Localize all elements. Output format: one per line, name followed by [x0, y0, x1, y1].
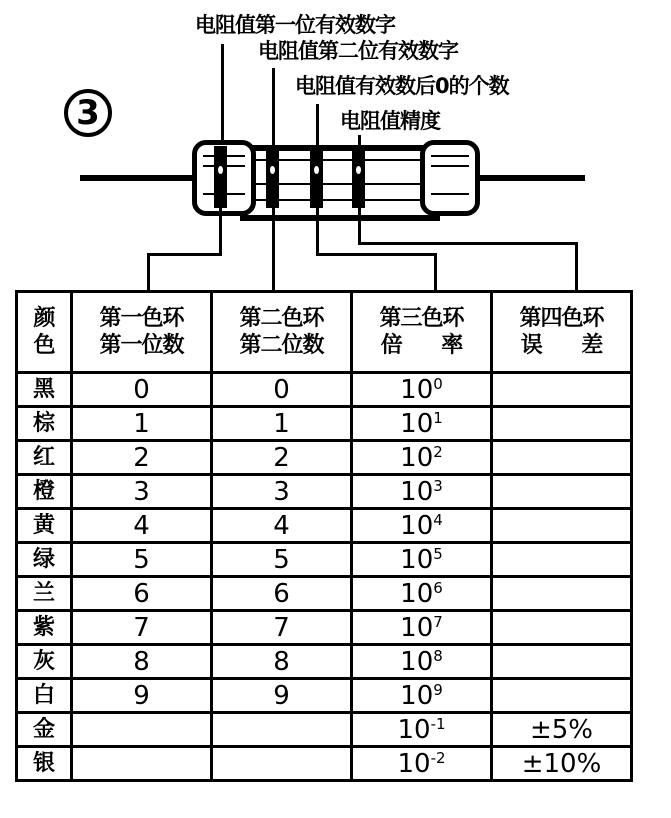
table-row — [17, 713, 632, 747]
cell-tolerance — [492, 645, 632, 679]
cell-second-digit: 0 — [212, 373, 352, 407]
cell-first-digit: 9 — [72, 679, 212, 713]
cell-second-digit: 1 — [212, 407, 352, 441]
label-band2-second-digit: 电阻值第二位有效数字 — [258, 39, 458, 63]
cell-tolerance — [492, 611, 632, 645]
cell-multiplier: $10^1$ — [352, 407, 492, 441]
color-band-4 — [352, 146, 365, 208]
leader-line-band3 — [316, 104, 319, 148]
cell-tolerance — [492, 373, 632, 407]
cell-second-digit — [212, 713, 352, 747]
cell-first-digit: 8 — [72, 645, 212, 679]
resistor-lead-right — [465, 175, 585, 181]
cell-second-digit: 3 — [212, 475, 352, 509]
cell-color: 黑 — [17, 373, 72, 407]
resistor-end-cap-right — [420, 140, 480, 216]
label-band3-multiplier: 电阻值有效数后0的个数 — [295, 74, 509, 98]
cell-first-digit: 1 — [72, 407, 212, 441]
cell-multiplier: $10^{-1}$ — [352, 713, 492, 747]
table-row — [17, 645, 632, 679]
cell-first-digit: 5 — [72, 543, 212, 577]
color-code-table — [15, 290, 633, 782]
cell-multiplier: $10^6$ — [352, 577, 492, 611]
cell-color: 金 — [17, 713, 72, 747]
figure-number: 3 — [76, 93, 100, 133]
cell-color: 棕 — [17, 407, 72, 441]
cell-color: 白 — [17, 679, 72, 713]
color-band-2 — [266, 146, 279, 208]
cell-tolerance: ±10% — [492, 747, 632, 781]
cell-multiplier: $10^4$ — [352, 509, 492, 543]
cell-multiplier: $10^0$ — [352, 373, 492, 407]
cell-color: 兰 — [17, 577, 72, 611]
table-header-row — [17, 292, 632, 373]
cell-multiplier: $10^5$ — [352, 543, 492, 577]
cell-second-digit: 4 — [212, 509, 352, 543]
color-band-3 — [310, 146, 323, 208]
table-row — [17, 679, 632, 713]
table-row — [17, 407, 632, 441]
cell-multiplier: $10^2$ — [352, 441, 492, 475]
cell-first-digit: 6 — [72, 577, 212, 611]
cell-second-digit: 6 — [212, 577, 352, 611]
figure-number-badge — [64, 89, 112, 137]
label-band4-tolerance: 电阻值精度 — [340, 109, 440, 133]
table-row — [17, 543, 632, 577]
header-band3-multiplier: 第三色环 倍 率 — [352, 292, 492, 373]
cell-tolerance — [492, 509, 632, 543]
cell-tolerance — [492, 407, 632, 441]
table-row — [17, 475, 632, 509]
cell-color: 绿 — [17, 543, 72, 577]
cell-second-digit: 8 — [212, 645, 352, 679]
cell-color: 银 — [17, 747, 72, 781]
cell-first-digit: 0 — [72, 373, 212, 407]
resistor-lead-left — [80, 175, 200, 181]
cell-multiplier: $10^9$ — [352, 679, 492, 713]
cell-first-digit: 7 — [72, 611, 212, 645]
leader-line-band1 — [221, 44, 224, 146]
leader-line-band2 — [272, 68, 275, 148]
cell-second-digit — [212, 747, 352, 781]
cell-tolerance: ±5% — [492, 713, 632, 747]
table-row — [17, 441, 632, 475]
cell-first-digit: 4 — [72, 509, 212, 543]
cell-color: 红 — [17, 441, 72, 475]
cell-multiplier: $10^7$ — [352, 611, 492, 645]
cell-first-digit: 3 — [72, 475, 212, 509]
header-band4-tolerance: 第四色环 误 差 — [492, 292, 632, 373]
table-row — [17, 373, 632, 407]
table-row — [17, 509, 632, 543]
cell-second-digit: 7 — [212, 611, 352, 645]
cell-second-digit: 2 — [212, 441, 352, 475]
cell-tolerance — [492, 577, 632, 611]
table-row — [17, 611, 632, 645]
cell-multiplier: $10^8$ — [352, 645, 492, 679]
cell-tolerance — [492, 475, 632, 509]
cell-color: 灰 — [17, 645, 72, 679]
table-row — [17, 747, 632, 781]
header-band1-first-digit: 第一色环 第一位数 — [72, 292, 212, 373]
cell-tolerance — [492, 543, 632, 577]
color-band-1 — [214, 146, 227, 208]
cell-first-digit: 2 — [72, 441, 212, 475]
header-band2-second-digit: 第二色环 第二位数 — [212, 292, 352, 373]
cell-first-digit — [72, 713, 212, 747]
label-band1-first-digit: 电阻值第一位有效数字 — [195, 13, 395, 37]
cell-first-digit — [72, 747, 212, 781]
cell-multiplier: $10^{-2}$ — [352, 747, 492, 781]
cell-color: 黄 — [17, 509, 72, 543]
cell-color: 橙 — [17, 475, 72, 509]
cell-color: 紫 — [17, 611, 72, 645]
cell-multiplier: $10^3$ — [352, 475, 492, 509]
table-row — [17, 577, 632, 611]
header-color: 颜 色 — [17, 292, 72, 373]
cell-tolerance — [492, 679, 632, 713]
cell-second-digit: 9 — [212, 679, 352, 713]
cell-second-digit: 5 — [212, 543, 352, 577]
cell-tolerance — [492, 441, 632, 475]
